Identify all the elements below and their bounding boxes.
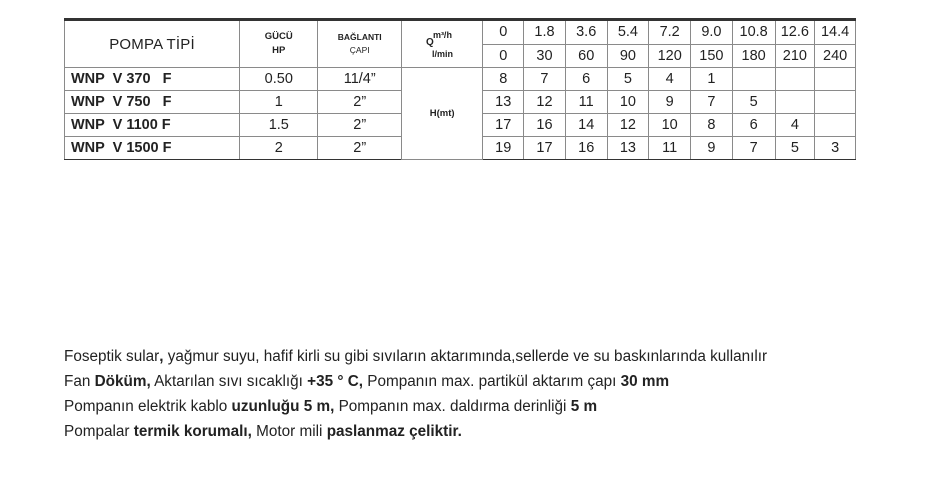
head-cell: 11 [649, 137, 691, 160]
baglanti-sub: ÇAPI [349, 45, 370, 55]
flow-m3h-cell: 12.6 [775, 20, 815, 45]
head-cell: 10 [649, 114, 691, 137]
head-cell [815, 114, 856, 137]
description-line-4 [64, 419, 934, 444]
head-cell: 6 [565, 68, 607, 91]
head-cell: 13 [483, 91, 524, 114]
head-cell [815, 68, 856, 91]
head-cell: 8 [483, 68, 524, 91]
desc-text: Motor mili [251, 423, 327, 440]
flow-m3h-cell: 9.0 [691, 20, 733, 45]
desc-text: Pompanın elektrik kablo [64, 398, 232, 415]
flow-lmin-cell: 180 [732, 45, 775, 68]
head-cell [732, 68, 775, 91]
head-cell: 10 [607, 91, 649, 114]
head-cell: 3 [815, 137, 856, 160]
desc-text: yağmur suyu, hafif kirli su gibi sıvıların aktarımında,sellerde ve su baskınlarında kullanılır [163, 348, 768, 365]
head-cell: 13 [607, 137, 649, 160]
flow-lmin-cell: 90 [607, 45, 649, 68]
flow-m3h-cell: 0 [483, 20, 524, 45]
connection-cell: 2” [318, 114, 401, 137]
pompa-tipi-header: POMPA TİPİ [65, 20, 240, 68]
flow-lmin-cell: 0 [483, 45, 524, 68]
hp-cell: 1.5 [240, 114, 318, 137]
desc-bold: 5 m [570, 398, 598, 415]
product-description [64, 344, 934, 444]
desc-text: Fan [64, 373, 95, 390]
flow-lmin-cell: 150 [691, 45, 733, 68]
model-cell: WNP V 750 F [65, 91, 240, 114]
hp-cell: 2 [240, 137, 318, 160]
head-cell: 14 [565, 114, 607, 137]
hp-cell: 1 [240, 91, 318, 114]
flow-lmin-cell: 240 [815, 45, 856, 68]
pump-spec-table [64, 18, 856, 160]
description-line-2 [64, 369, 934, 394]
head-cell [815, 91, 856, 114]
head-cell: 6 [732, 114, 775, 137]
head-cell: 7 [691, 91, 733, 114]
head-cell: 17 [483, 114, 524, 137]
head-cell: 19 [483, 137, 524, 160]
head-cell: 5 [732, 91, 775, 114]
baglanti-header [318, 20, 401, 68]
head-cell: 4 [775, 114, 815, 137]
gucu-label: GÜCÜ [264, 30, 293, 42]
header-row-m3h [65, 20, 856, 45]
model-cell: WNP V 1500 F [65, 137, 240, 160]
q-letter: Q [425, 37, 434, 48]
flow-m3h-cell: 7.2 [649, 20, 691, 45]
head-cell: 1 [691, 68, 733, 91]
baglanti-label: BAĞLANTI [337, 32, 382, 43]
head-cell: 5 [775, 137, 815, 160]
desc-bold: +35 ° C, [307, 373, 364, 390]
head-cell: 16 [524, 114, 566, 137]
q-header [401, 20, 482, 68]
head-cell [775, 91, 815, 114]
flow-m3h-cell: 14.4 [815, 20, 856, 45]
head-cell: 9 [691, 137, 733, 160]
flow-lmin-cell: 30 [524, 45, 566, 68]
desc-text: Aktarılan sıvı sıcaklığı [150, 373, 308, 390]
flow-m3h-cell: 10.8 [732, 20, 775, 45]
flow-m3h-cell: 3.6 [565, 20, 607, 45]
desc-text: Pompanın max. partikül aktarım çapı [363, 373, 621, 390]
head-cell: 8 [691, 114, 733, 137]
head-cell: 7 [524, 68, 566, 91]
gucu-unit: HP [272, 45, 286, 56]
head-cell: 4 [649, 68, 691, 91]
head-cell: 7 [732, 137, 775, 160]
head-cell: 17 [524, 137, 566, 160]
head-cell: 12 [607, 114, 649, 137]
desc-text: Pompalar [64, 423, 134, 440]
desc-text: Pompanın max. daldırma derinliği [334, 398, 571, 415]
desc-bold: uzunluğu 5 m, [231, 398, 335, 415]
desc-text: Foseptik sular [64, 348, 160, 365]
model-cell: WNP V 1100 F [65, 114, 240, 137]
q-unit-m3h: m³/h [432, 30, 452, 40]
desc-bold: Döküm, [94, 373, 151, 390]
connection-cell: 2” [318, 91, 401, 114]
hp-cell: 0.50 [240, 68, 318, 91]
head-cell: 12 [524, 91, 566, 114]
q-unit-lmin: l/min [431, 49, 453, 59]
desc-bold: termik korumalı, [133, 423, 252, 440]
description-line-1 [64, 344, 934, 369]
desc-bold: paslanmaz çeliktir. [326, 423, 462, 440]
connection-cell: 2” [318, 137, 401, 160]
flow-m3h-cell: 5.4 [607, 20, 649, 45]
model-cell: WNP V 370 F [65, 68, 240, 91]
connection-cell: 11/4” [318, 68, 401, 91]
head-cell: 16 [565, 137, 607, 160]
gucu-header [240, 20, 318, 68]
desc-bold: 30 mm [620, 373, 670, 390]
flow-lmin-cell: 210 [775, 45, 815, 68]
flow-lmin-cell: 60 [565, 45, 607, 68]
head-cell: 5 [607, 68, 649, 91]
head-cell: 11 [565, 91, 607, 114]
flow-m3h-cell: 1.8 [524, 20, 566, 45]
description-line-3 [64, 394, 934, 419]
flow-lmin-cell: 120 [649, 45, 691, 68]
table-row [65, 68, 856, 91]
head-cell: 9 [649, 91, 691, 114]
head-cell [775, 68, 815, 91]
desc-bold: , [159, 348, 164, 365]
head-label-cell: H(mt) [401, 68, 482, 160]
